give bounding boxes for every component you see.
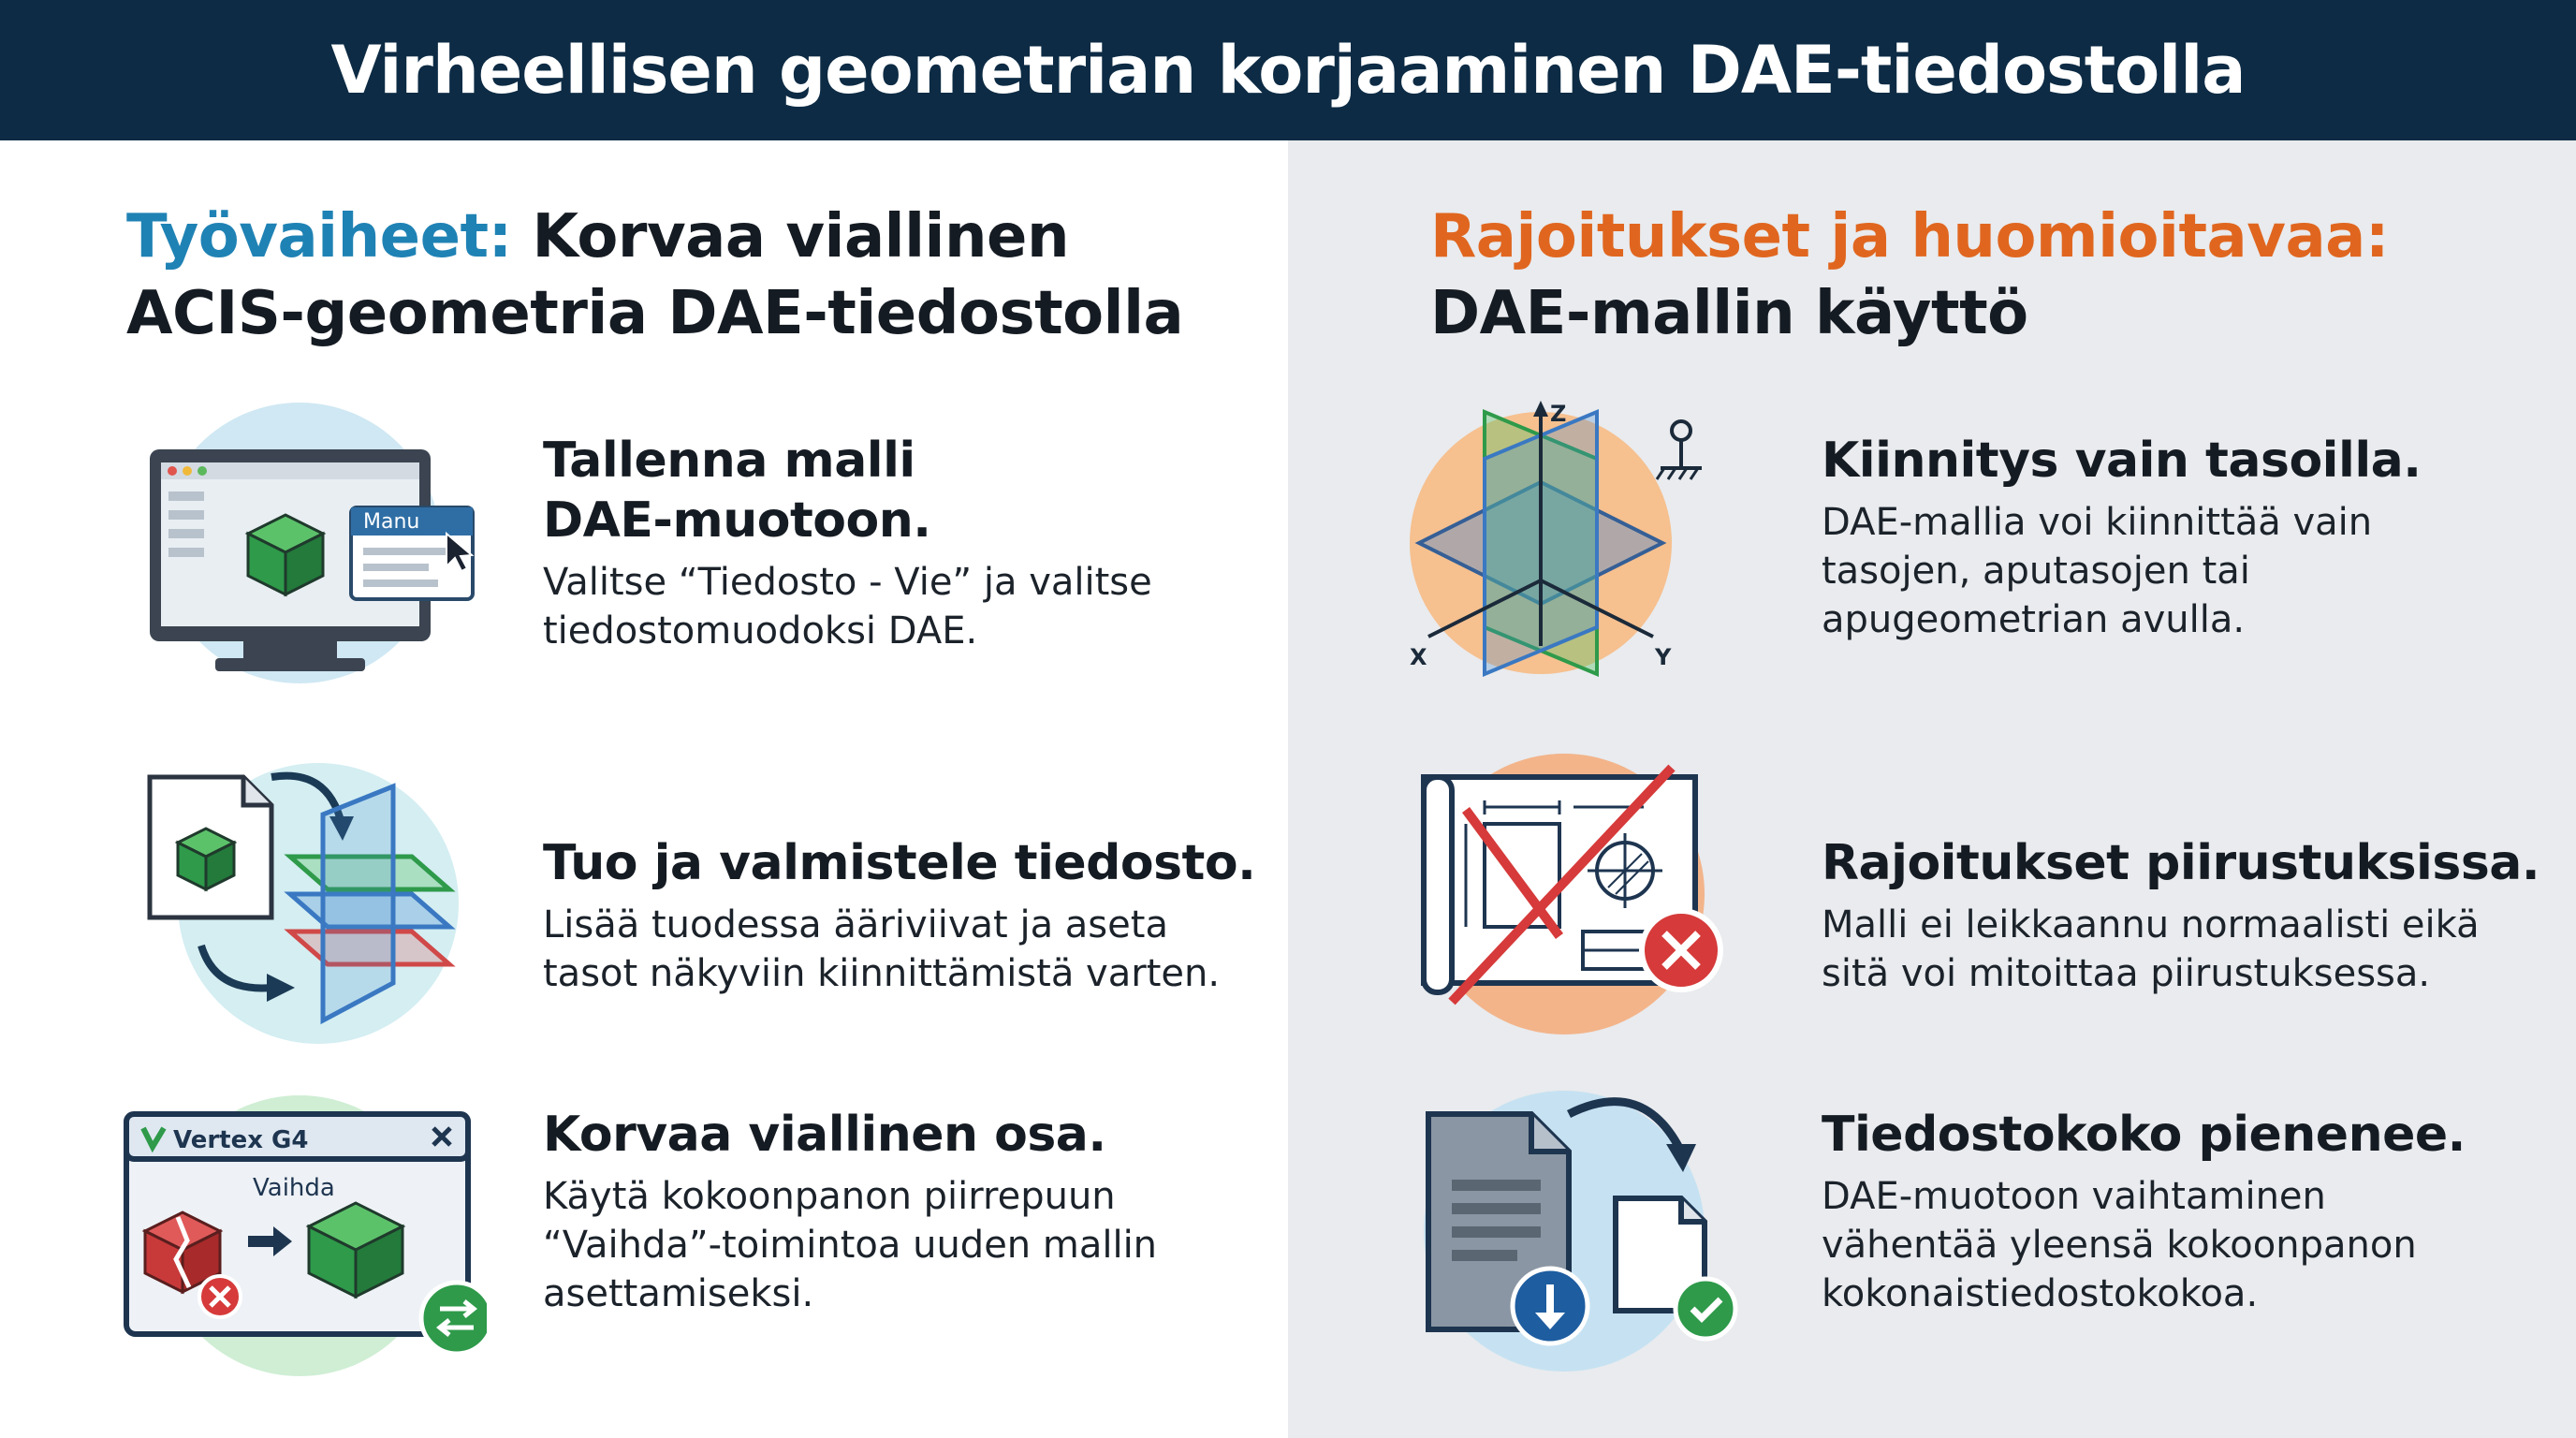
step-import-file-text — [543, 833, 1292, 998]
step-replace-part — [112, 1077, 1273, 1386]
step-replace-part-title: Korvaa viallinen osa. — [543, 1107, 1106, 1163]
limitation-file-size-desc-line1: DAE-muotoon vaihtaminen — [1822, 1175, 2326, 1218]
limitation-file-size-title: Tiedostokoko pienenee. — [1822, 1107, 2466, 1163]
step-import-file-title: Tuo ja valmistele tiedosto. — [543, 835, 1256, 891]
steps-heading — [126, 198, 1268, 352]
window-title: Vertex G4 — [173, 1126, 309, 1154]
limitation-planes-only-text — [1822, 431, 2570, 644]
axis-x-label: X — [1410, 644, 1427, 670]
page-title: Virheellisen geometrian korjaaminen DAE-tiedostolla — [330, 32, 2246, 109]
axis-z-label: Z — [1550, 401, 1567, 427]
file-import-planes-icon — [112, 749, 487, 1049]
step-replace-part-desc-line1: Käytä kokoonpanon piirrepuun — [543, 1175, 1116, 1218]
steps-heading-rest-1: Korvaa viallinen — [511, 202, 1069, 271]
limitation-drawings-desc-line2: sitä voi mitoittaa piirustuksessa. — [1822, 952, 2431, 995]
replace-part-icon — [112, 1077, 487, 1376]
drawing-restricted-icon — [1410, 749, 1784, 1049]
planes-axes-icon — [1410, 393, 1784, 693]
computer-export-icon — [112, 393, 487, 693]
limitation-file-size-desc-line3: kokonaistiedostokokoa. — [1822, 1272, 2259, 1315]
limitation-planes-only-desc — [1822, 498, 2570, 644]
limitation-file-size-desc-line2: vähentää yleensä kokoonpanon — [1822, 1224, 2417, 1267]
limitation-file-size-desc — [1822, 1172, 2570, 1318]
limitation-planes-only-desc-line3: apugeometrian avulla. — [1822, 598, 2246, 641]
limitations-column — [1288, 140, 2576, 1438]
limitations-heading — [1430, 198, 2554, 352]
step-save-dae-desc — [543, 558, 1292, 655]
step-replace-part-desc-line2: “Vaihda”-toimintoa uuden mallin — [543, 1224, 1158, 1267]
steps-heading-rest-2: ACIS-geometria DAE-tiedostolla — [126, 279, 1184, 348]
limitations-heading-rest: DAE-mallin käyttö — [1430, 279, 2028, 348]
steps-column — [0, 140, 1288, 1438]
step-save-dae-title-line2: DAE-muotoon. — [543, 492, 931, 549]
step-import-file-desc-line1: Lisää tuodessa ääriviivat ja aseta — [543, 903, 1168, 946]
limitation-planes-only-desc-line2: tasojen, aputasojen tai — [1822, 550, 2250, 593]
axis-y-label: Y — [1655, 644, 1672, 670]
limitation-file-size — [1410, 1077, 2561, 1386]
limitation-drawings-desc — [1822, 901, 2570, 998]
step-save-dae-desc-line2: tiedostomuodoksi DAE. — [543, 609, 978, 653]
limitation-planes-only-desc-line1: DAE-mallia voi kiinnittää vain — [1822, 501, 2373, 544]
step-save-dae-desc-line1: Valitse “Tiedosto - Vie” ja valitse — [543, 561, 1152, 604]
limitation-planes-only — [1410, 393, 2561, 702]
limitation-drawings-text — [1822, 833, 2570, 998]
steps-heading-accent: Työvaiheet: — [126, 202, 512, 271]
limitation-drawings-title: Rajoitukset piirustuksissa. — [1822, 835, 2540, 891]
step-replace-part-text — [543, 1105, 1292, 1318]
title-banner — [0, 0, 2576, 140]
file-size-reduce-icon — [1410, 1077, 1784, 1376]
limitation-drawings — [1410, 749, 2561, 1058]
step-replace-part-desc — [543, 1172, 1292, 1318]
limitation-planes-only-title: Kiinnitys vain tasoilla. — [1822, 433, 2422, 489]
step-import-file — [112, 749, 1273, 1058]
limitation-file-size-text — [1822, 1105, 2570, 1318]
limitation-drawings-desc-line1: Malli ei leikkaannu normaalisti eikä — [1822, 903, 2480, 946]
step-import-file-desc — [543, 901, 1292, 998]
limitations-heading-accent: Rajoitukset ja huomioitavaa: — [1430, 202, 2389, 271]
step-save-dae-title — [543, 431, 1292, 550]
step-save-dae-text — [543, 431, 1292, 655]
step-save-dae-title-line1: Tallenna malli — [543, 433, 915, 489]
step-replace-part-desc-line3: asettamiseksi. — [543, 1272, 814, 1315]
step-import-file-desc-line2: tasot näkyviin kiinnittämistä varten. — [543, 952, 1221, 995]
swap-label: Vaihda — [253, 1174, 335, 1202]
step-save-dae — [112, 393, 1273, 702]
menu-label: Manu — [363, 510, 420, 534]
